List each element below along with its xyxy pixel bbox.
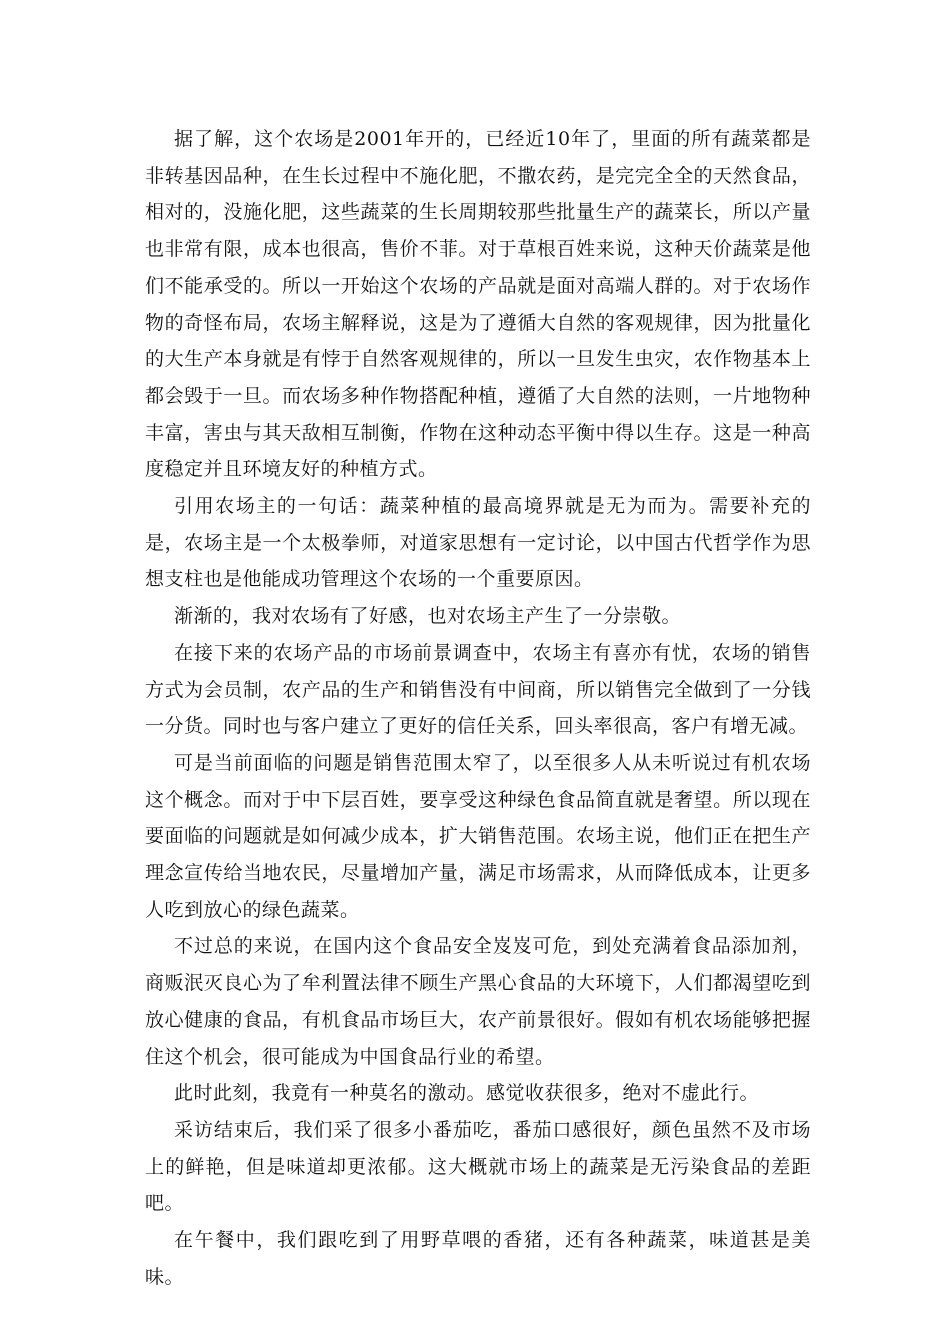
paragraph-feeling: 此时此刻，我竟有一种莫名的激动。感觉收获很多，绝对不虚此行。 bbox=[174, 1082, 760, 1105]
paragraph-sales-problem: 可是当前面临的问题是销售范围太窄了，以至很多人从未听说过有机农场这个概念。而对于中下层百姓，要享受这种绿色食品简直就是奢望。所以现在要面临的问题就是如何减少成本，扩大销售范围。农场主说，他们正在把生产理念宣传给当地农民，尽量增加产量，满足市场需求，从而降低成本，让更多人吃到放心的绿色蔬菜。 bbox=[145, 751, 811, 921]
paragraph-food-safety: 不过总的来说，在国内这个食品安全岌岌可危，到处充满着食品添加剂，商贩泯灭良心为了牟利置法律不顾生产黑心食品的大环境下，人们都渴望吃到放心健康的食品，有机食品市场巨大，农产前景很好。假如有机农场能够把握住这个机会，很可能成为中国食品行业的希望。 bbox=[145, 935, 811, 1068]
paragraph-respect: 渐渐的，我对农场有了好感，也对农场主产生了一分崇敬。 bbox=[174, 605, 682, 628]
article-body bbox=[145, 121, 811, 1296]
paragraph-farm-overview: 据了解，这个农场是2001年开的，已经近10年了，里面的所有蔬菜都是非转基因品种，在生长过程中不施化肥，不撒农药，是完完全全的天然食品，相对的，没施化肥，这些蔬菜的生长周期较那些批量生产的蔬菜长，所以产量也非常有限，成本也很高，售价不菲。对于草根百姓来说，这种天价蔬菜是他们不能承受的。所以一开始这个农场的产品就是面对高端人群的。对于农场作物的奇怪布局，农场主解释说，这是为了遵循大自然的客观规律，因为批量化的大生产本身就是有悖于自然客观规律的，所以一旦发生虫灾，农作物基本上都会毁于一旦。而农场多种作物搭配种植，遵循了大自然的法则，一片地物种丰富，害虫与其天敌相互制衡，作物在这种动态平衡中得以生存。这是一种高度稳定并且环境友好的种植方式。 bbox=[145, 128, 811, 481]
paragraph-lunch: 在午餐中，我们跟吃到了用野草喂的香猪，还有各种蔬菜，味道甚是美味。 bbox=[145, 1229, 811, 1288]
paragraph-market-survey: 在接下来的农场产品的市场前景调查中，农场主有喜亦有忧，农场的销售方式为会员制，农产品的生产和销售没有中间商，所以销售完全做到了一分钱一分货。同时也与客户建立了更好的信任关系，回头率很高，客户有增无减。 bbox=[145, 641, 811, 738]
paragraph-farmer-quote: 引用农场主的一句话：蔬菜种植的最高境界就是无为而为。需要补充的是，农场主是一个太极拳师，对道家思想有一定讨论，以中国古代哲学作为思想支柱也是他能成功管理这个农场的一个重要原因。 bbox=[145, 495, 811, 591]
paragraph-tomatoes: 采访结束后，我们采了很多小番茄吃，番茄口感很好，颜色虽然不及市场上的鲜艳，但是味道却更浓郁。这大概就市场上的蔬菜是无污染食品的差距吧。 bbox=[145, 1118, 811, 1215]
